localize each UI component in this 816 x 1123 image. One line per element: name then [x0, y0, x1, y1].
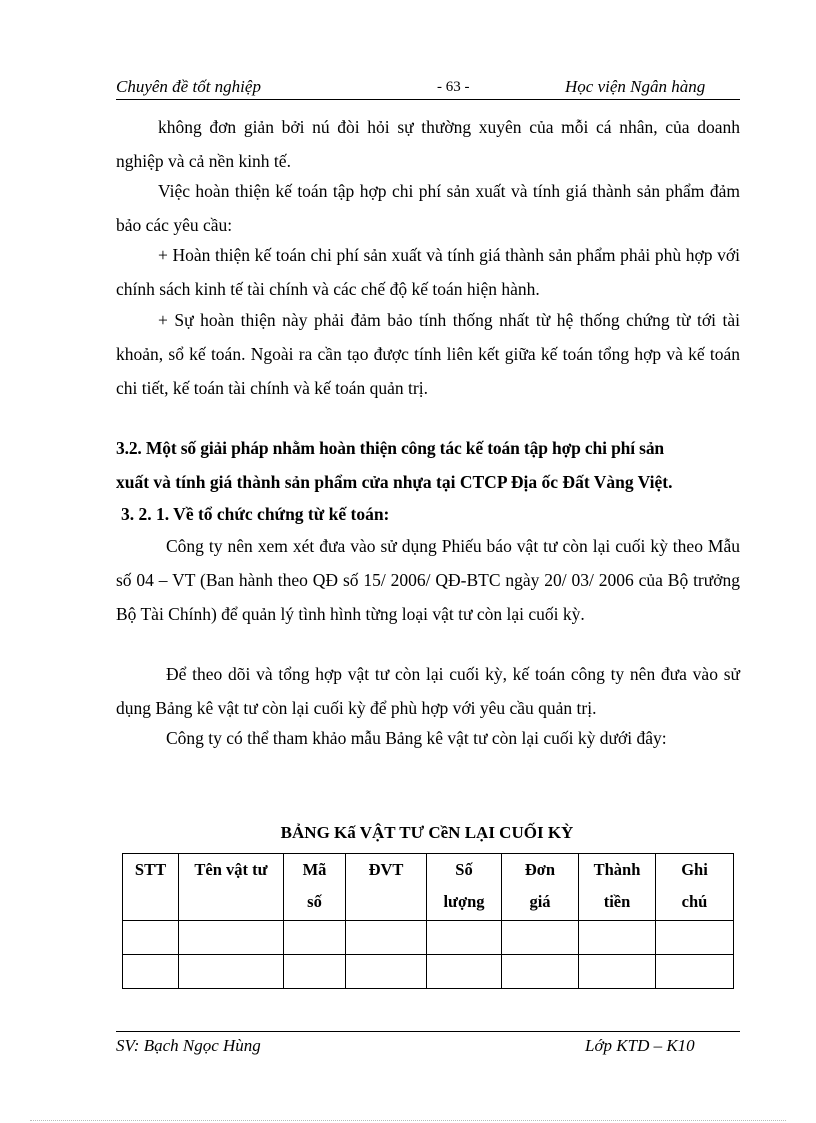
table-cell: [656, 921, 734, 955]
table-row: [123, 955, 734, 989]
footer-rule: [116, 1031, 740, 1032]
col-so-luong: Số lượng: [427, 854, 502, 921]
table-cell: [179, 955, 284, 989]
col-stt: STT: [123, 854, 179, 921]
page-edge-dots: [30, 1120, 786, 1121]
table-cell: [346, 921, 427, 955]
table-cell: [346, 955, 427, 989]
paragraph: + Hoàn thiện kế toán chi phí sản xuất và tính giá thành sản phẩm phải phù hợp với chính sách kinh tế tài chính và các chế độ kế toán hiện hành.: [116, 245, 740, 299]
header-rule: [116, 99, 740, 100]
subsection-heading: 3. 2. 1. Về tổ chức chứng từ kế toán:: [121, 504, 390, 524]
paragraph: không đơn giản bởi nú đòi hỏi sự thường xuyên của mỗi cá nhân, của doanh nghiệp và cả nền kinh tế.: [116, 117, 740, 171]
table-cell: [179, 921, 284, 955]
section-heading-line1: 3.2. Một số giải pháp nhằm hoàn thiện công tác kế toán tập hợp chi phí sản: [116, 438, 665, 458]
table-row: [123, 921, 734, 955]
table-cell: [579, 955, 656, 989]
table-cell: [123, 921, 179, 955]
footer-right: Lớp KTD – K10: [585, 1036, 695, 1055]
col-dvt: ĐVT: [346, 854, 427, 921]
header-right: Học viện Ngân hàng: [565, 77, 706, 96]
table-cell: [579, 921, 656, 955]
table-cell: [656, 955, 734, 989]
paragraph: Để theo dõi và tổng hợp vật tư còn lại cuối kỳ, kế toán công ty nên đưa vào sử dụng Bảng kê vật tư còn lại cuối kỳ để phù hợp với yêu cầu quản trị.: [116, 664, 740, 718]
table-cell: [427, 921, 502, 955]
col-ma-so: Mã số: [284, 854, 346, 921]
table-header-row: [123, 854, 734, 921]
table-cell: [502, 921, 579, 955]
inventory-table: [122, 853, 734, 989]
table-cell: [284, 955, 346, 989]
table-cell: [284, 921, 346, 955]
table-cell: [123, 955, 179, 989]
footer-left: SV: Bạch Ngọc Hùng: [116, 1036, 261, 1055]
col-don-gia: Đơn giá: [502, 854, 579, 921]
page-number: - 63 -: [437, 79, 470, 95]
paragraph: Công ty có thể tham khảo mẫu Bảng kê vật tư còn lại cuối kỳ dưới đây:: [166, 728, 667, 748]
col-ten-vat-tu: Tên vật tư: [179, 854, 284, 921]
paragraph: Việc hoàn thiện kế toán tập hợp chi phí sản xuất và tính giá thành sản phẩm đảm bảo các yêu cầu:: [116, 181, 740, 235]
col-thanh-tien: Thành tiền: [579, 854, 656, 921]
header-left: Chuyên đề tốt nghiệp: [116, 77, 261, 96]
table-title: BẢNG Kấ VẬT TƯ CềN LẠI CUỐI KỲ: [280, 823, 574, 842]
col-ghi-chu: Ghi chú: [656, 854, 734, 921]
table-cell: [502, 955, 579, 989]
section-heading-line2: xuất và tính giá thành sản phẩm cửa nhựa tại CTCP Địa ốc Đất Vàng Việt.: [116, 472, 673, 492]
table-cell: [427, 955, 502, 989]
paragraph: + Sự hoàn thiện này phải đảm bảo tính thống nhất từ hệ thống chứng từ tới tài khoản, sổ kế toán. Ngoài ra cần tạo được tính liên kết giữa kế toán tổng hợp và kế toán chi tiết, kế toán tài chính và kế toán quản trị.: [116, 310, 740, 398]
paragraph: Công ty nên xem xét đưa vào sử dụng Phiếu báo vật tư còn lại cuối kỳ theo Mẫu số 04 – VT (Ban hành theo QĐ số 15/ 2006/ QĐ-BTC ngày 20/ 03/ 2006 của Bộ trưởng Bộ Tài Chính) để quản lý tình hình từng loại vật tư còn lại cuối kỳ.: [116, 536, 740, 624]
